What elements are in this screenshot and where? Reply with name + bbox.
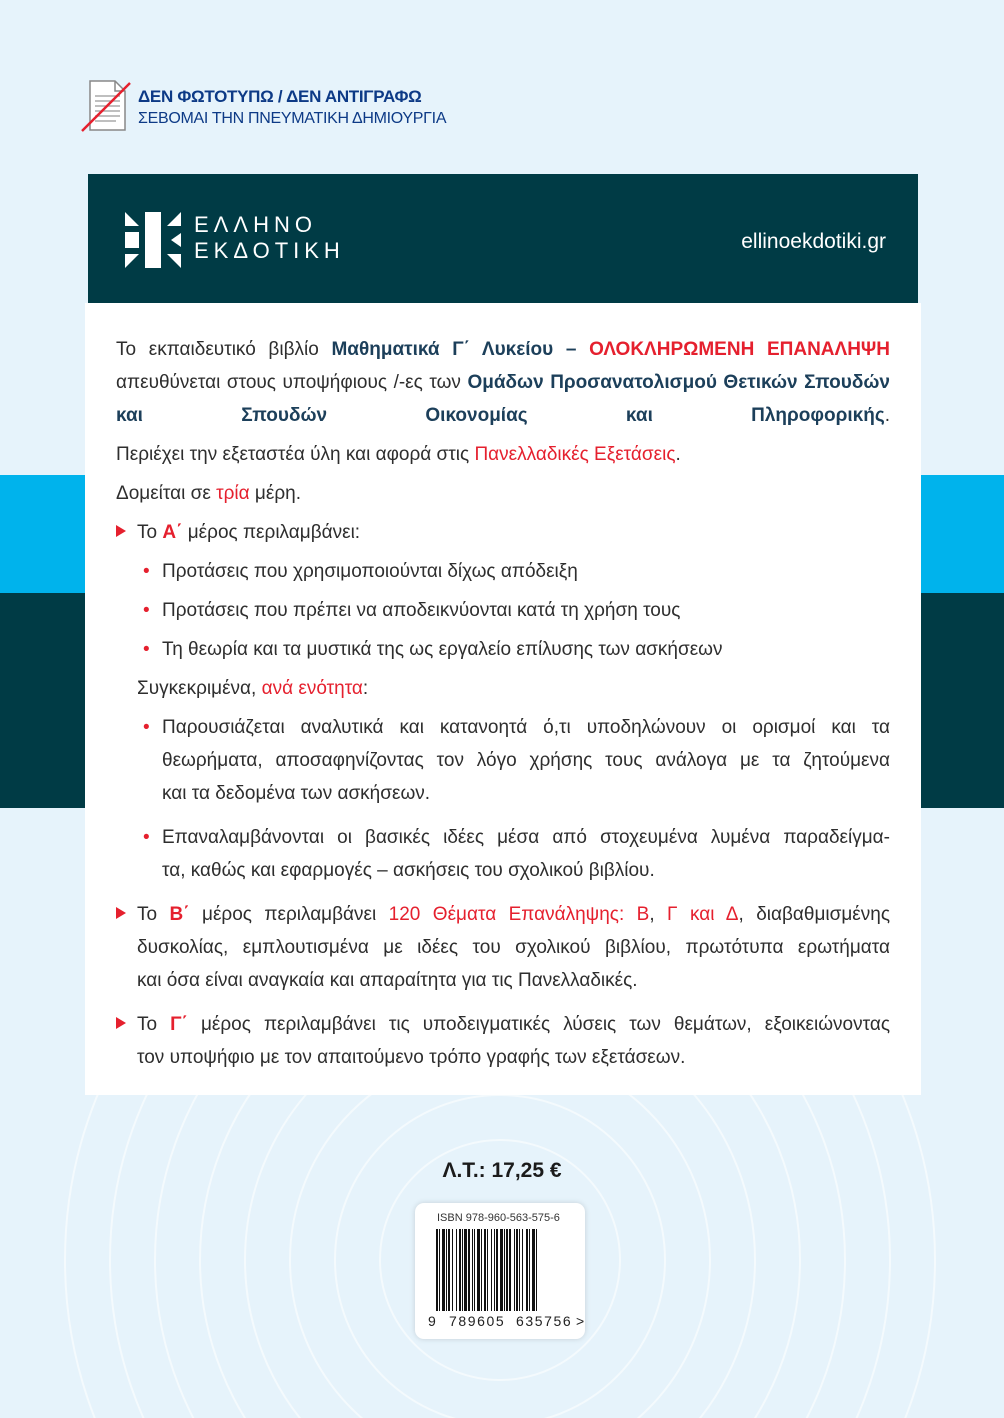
part-c-lead: [137, 1008, 890, 1041]
list-item: [116, 555, 890, 588]
per-unit-label: ανά ενότητα: [261, 678, 363, 699]
publisher-header: [88, 174, 918, 303]
barcode-bar: [500, 1229, 503, 1311]
arrow-bullet-icon: [116, 907, 126, 919]
barcode-bar: [487, 1229, 488, 1311]
book-title: Μαθηματικά Γ΄ Λυκείου: [331, 339, 554, 360]
part-a-text: μέρος περιλαμβάνει:: [182, 522, 361, 543]
part-b-text: μέρος περιλαμβάνει: [189, 904, 389, 925]
barcode-bar: [439, 1229, 440, 1311]
barcode-bar: [509, 1229, 511, 1311]
intro-lead: [116, 333, 890, 432]
contents-end: .: [675, 444, 681, 465]
barcode-bar: [446, 1229, 447, 1311]
barcode-bar: [468, 1229, 470, 1311]
barcode-first-digit: 9: [428, 1313, 436, 1329]
publisher-name: [194, 212, 345, 264]
intro-text: Το εκπαιδευτικό βιβλίο: [116, 339, 332, 360]
barcode-bar: [464, 1229, 467, 1311]
part-a-label: Α΄: [162, 522, 183, 543]
barcode-bar: [536, 1229, 537, 1311]
list-item: [116, 711, 890, 810]
detail-text-end: και τα δεδομένα των ασκήσεων.: [162, 783, 431, 804]
specifically-text: Συγκεκριμένα,: [137, 678, 262, 699]
bullet-dot-icon: •: [143, 827, 150, 848]
structure-line: [116, 477, 890, 510]
bullet-dot-icon: •: [143, 639, 150, 660]
barcode-bar: [472, 1229, 473, 1311]
part-b-prefix: Το: [137, 904, 170, 925]
barcode-bar: [514, 1229, 515, 1311]
arrow-bullet-icon: [116, 525, 126, 537]
barcode-bar: [504, 1229, 505, 1311]
copyright-notice: [80, 74, 447, 136]
notice-line-1: ΔΕΝ ΦΩΤΟΤΥΠΩ / ΔΕΝ ΑΝΤΙΓΡΑΦΩ: [138, 87, 422, 106]
bullet-dot-icon: •: [143, 600, 150, 621]
part-a-item: Προτάσεις που πρέπει να αποδεικνύονται κατά τη χρήση τους: [162, 600, 681, 621]
publisher-name-line-1: ΕΛΛΗΝΟ: [194, 212, 317, 237]
barcode-bar: [506, 1229, 508, 1311]
exams-label: Πανελλαδικές Εξετάσεις: [474, 444, 676, 465]
list-item: [116, 821, 890, 887]
part-c-end: τον υποψήφιο με τον απαιτούμενο τρόπο γραφής των εξετάσεων.: [137, 1047, 686, 1068]
barcode-quiet-mark: >: [576, 1313, 585, 1329]
description-panel: [85, 303, 921, 1095]
barcode-bar: [436, 1229, 438, 1311]
no-copy-document-icon: [80, 78, 132, 134]
publisher-website: ellinoekdotiki.gr: [741, 230, 886, 253]
barcode-bar: [481, 1229, 482, 1311]
part-c: [116, 1008, 890, 1074]
barcode-bar: [491, 1229, 492, 1311]
barcode-bar: [519, 1229, 520, 1311]
bullet-dot-icon: •: [143, 561, 150, 582]
barcode-left-digits: 789605: [449, 1313, 506, 1329]
topics-label-2: Γ και Δ: [667, 904, 739, 925]
detail-text: Επαναλαμβάνονται οι βασικές ιδέες μέσα από στοχευμένα λυμένα παραδείγμα-: [162, 827, 890, 848]
part-a-prefix: Το: [137, 522, 163, 543]
barcode-box: [415, 1203, 585, 1339]
barcode-bar: [484, 1229, 486, 1311]
barcode-bar: [477, 1229, 480, 1311]
barcode-bar: [516, 1229, 518, 1311]
description-content: [116, 333, 890, 1074]
part-c-text: μέρος περιλαμβάνει τις υποδειγματικές λύσεις των θεμάτων, εξοικειώνοντας: [187, 1014, 890, 1035]
barcode-bar: [532, 1229, 535, 1311]
ellinoekdotiki-logo-icon: [125, 212, 181, 268]
barcode-bar: [496, 1229, 498, 1311]
title-dash: –: [553, 339, 590, 360]
structure-end: μέρη.: [249, 483, 301, 504]
barcode-right-digits: 635756: [516, 1313, 573, 1329]
barcode-bar: [522, 1229, 523, 1311]
edition-label: ΟΛΟΚΛΗΡΩΜΕΝΗ ΕΠΑΝΑΛΗΨΗ: [589, 339, 891, 360]
publisher-name-line-2: ΕΚΔΟΤΙΚΗ: [194, 238, 345, 263]
barcode-bar: [448, 1229, 450, 1311]
intro-end: .: [884, 405, 890, 426]
barcode-bar: [474, 1229, 475, 1311]
part-a: [116, 516, 890, 549]
detail-text: Παρουσιάζεται αναλυτικά και κατανοητά ό,τι υποδηλώνουν οι ορισμοί και τα θεωρήματα, αποσαφηνίζοντας τον λόγο χρήσης τους ανάλογα με τα ζητούμενα: [162, 717, 890, 771]
notice-line-2: ΣΕΒΟΜΑΙ ΤΗΝ ΠΝΕΥΜΑΤΙΚΗ ΔΗΜΙΟΥΡΓΙΑ: [138, 110, 447, 127]
parts-count: τρία: [216, 483, 250, 504]
list-item: [116, 594, 890, 627]
barcode-bar: [462, 1229, 463, 1311]
barcode-bar: [494, 1229, 495, 1311]
part-b-lead: [137, 898, 890, 964]
barcode-bar: [442, 1229, 445, 1311]
barcode-bar: [452, 1229, 453, 1311]
barcode-bar: [529, 1229, 530, 1311]
arrow-bullet-icon: [116, 1017, 126, 1029]
part-b-end: και όσα είναι αναγκαία και απαραίτητα για τις Πανελλαδικές.: [137, 970, 638, 991]
bullet-dot-icon: •: [143, 717, 150, 738]
price-label: Λ.Τ.: 17,25 €: [442, 1159, 562, 1182]
isbn-label: ISBN 978-960-563-575-6: [437, 1212, 560, 1224]
barcode-bar: [456, 1229, 457, 1311]
topics-separator: ,: [649, 904, 668, 925]
intro-audience: απευθύνεται στους υποψήφιους /-ες των: [116, 372, 468, 393]
specifically-line: [116, 672, 890, 705]
orientation-groups: Ομάδων Προσανατολισμού Θετικών Σπουδών και Σπουδών Οικονομίας και Πληροφορικής: [116, 372, 890, 426]
detail-text-end: τα, καθώς και εφαρμογές – ασκήσεις του σχολικού βιβλίου.: [162, 860, 655, 881]
barcode-bar: [459, 1229, 461, 1311]
barcode: [435, 1229, 569, 1311]
contents-line: [116, 438, 890, 471]
part-b-label: Β΄: [169, 904, 190, 925]
part-b: [116, 898, 890, 997]
part-a-item: Τη θεωρία και τα μυστικά της ως εργαλείο επίλυσης των ασκήσεων: [162, 639, 723, 660]
list-item: [116, 633, 890, 666]
structure-text: Δομείται σε: [116, 483, 217, 504]
part-a-item: Προτάσεις που χρησιμοποιούνται δίχως απόδειξη: [162, 561, 578, 582]
contents-text: Περιέχει την εξεταστέα ύλη και αφορά στις: [116, 444, 475, 465]
topics-label: 120 Θέματα Επανάληψης: Β: [388, 904, 650, 925]
part-c-prefix: Το: [137, 1014, 171, 1035]
specifically-colon: :: [362, 678, 369, 699]
part-b-description: , διαβαθμισμένης δυσκολίας, εμπλουτισμένα με ιδέες του σχολικού βιβλίου, πρωτότυπα ερωτήματα: [137, 904, 890, 958]
barcode-bar: [526, 1229, 528, 1311]
part-c-label: Γ΄: [170, 1014, 188, 1035]
